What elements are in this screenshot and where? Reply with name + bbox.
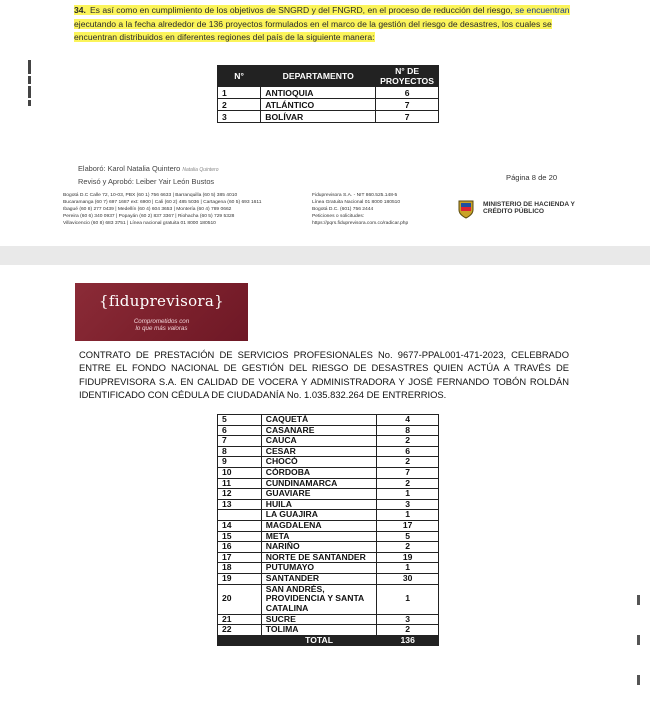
contact-line: Pereira (60 6) 340 0937 | Popayán (60 2) 837 3367 | Riohacha (60 5) 729 5328 — [63, 214, 235, 220]
elaboro-signature: Natalia Quintero — [182, 167, 219, 173]
contact-line: Bogotá D.C Calle 72, 10-03, PBX (60 1) 756 6633 | Barranquilla (60 5) 385 4010 — [63, 193, 238, 198]
row-department: NORTE DE SANTANDER — [261, 552, 377, 563]
row-number: 5 — [218, 415, 262, 426]
table-row — [218, 415, 439, 426]
row-count: 4 — [377, 415, 439, 426]
row-count: 1 — [377, 563, 439, 574]
projects-table-part2 — [217, 414, 439, 646]
row-department: CHOCÓ — [261, 457, 377, 468]
row-number: 16 — [218, 542, 262, 553]
row-count: 17 — [377, 520, 439, 531]
row-number: 20 — [218, 584, 262, 614]
row-department: TOLIMA — [261, 625, 377, 636]
table-row — [218, 625, 439, 636]
pqrs-link[interactable]: https://pqrs.fiduprevisora.com.co/radicar.php — [312, 221, 409, 227]
projects-table-part1 — [217, 65, 439, 123]
row-department: GUAVIARE — [261, 489, 377, 500]
row-count: 8 — [377, 425, 439, 436]
table-row — [218, 510, 439, 521]
table-row — [218, 563, 439, 574]
row-count: 2 — [377, 542, 439, 553]
row-count: 7 — [376, 99, 439, 111]
table-row — [218, 542, 439, 553]
row-count: 3 — [377, 614, 439, 625]
row-department: CASANARE — [261, 425, 377, 436]
ministry-line2: CRÉDITO PÚBLICO — [483, 208, 545, 216]
row-number: 2 — [218, 99, 261, 111]
header-projects: N° DE PROYECTOS — [376, 66, 439, 87]
total-value: 136 — [377, 635, 439, 646]
row-number: 19 — [218, 573, 262, 584]
row-department: ATLÁNTICO — [261, 99, 376, 111]
row-number — [218, 510, 262, 521]
row-number: 18 — [218, 563, 262, 574]
logo-tagline-1: Comprometidos con — [133, 318, 190, 325]
row-number: 3 — [218, 111, 261, 123]
ministry-logo — [456, 198, 606, 222]
row-count: 5 — [377, 531, 439, 542]
row-count: 2 — [377, 436, 439, 447]
row-count: 2 — [377, 625, 439, 636]
row-department: PUTUMAYO — [261, 563, 377, 574]
table-row — [218, 489, 439, 500]
paragraph-text-b: ejecutando a la fecha alrededor de 136 proyectos formulados en el marco de la gestión del riesgo de desastres, los cuales se encuentran distribuidos en diferentes regiones del país de la siguiente manera: — [74, 18, 552, 42]
row-number: 22 — [218, 625, 262, 636]
page-number: Página 8 de 20 — [506, 173, 558, 182]
table-row — [218, 614, 439, 625]
row-number: 21 — [218, 614, 262, 625]
row-count: 2 — [377, 457, 439, 468]
table-row — [218, 436, 439, 447]
scan-edge-marks — [637, 595, 645, 715]
ministry-line1: MINISTERIO DE HACIENDA Y — [483, 201, 575, 208]
row-count: 7 — [377, 467, 439, 478]
total-spacer — [218, 635, 262, 646]
row-department: HUILA — [261, 499, 377, 510]
contact-line: Bogotá D.C. (601) 756 2444 — [312, 207, 374, 213]
document-page-8 — [0, 0, 650, 246]
contact-line: Peticiones o solicitudes: — [312, 214, 365, 220]
row-department: META — [261, 531, 377, 542]
row-department: CAQUETÁ — [261, 415, 377, 426]
row-count: 19 — [377, 552, 439, 563]
contact-line: Línea Gratuita Nacional 01 8000 180510 — [312, 200, 401, 206]
side-stamp-icon — [28, 60, 38, 122]
table-row — [218, 99, 439, 111]
row-department: CÓRDOBA — [261, 467, 377, 478]
page-separator — [0, 246, 650, 265]
row-count: 7 — [376, 111, 439, 123]
paragraph-34 — [74, 4, 584, 45]
authorship-footer — [78, 163, 219, 187]
table-row — [218, 520, 439, 531]
table-row — [218, 552, 439, 563]
table-row — [218, 531, 439, 542]
row-department: MAGDALENA — [261, 520, 377, 531]
total-label: TOTAL — [261, 635, 377, 646]
row-number: 6 — [218, 425, 262, 436]
row-count: 1 — [377, 510, 439, 521]
coat-of-arms-icon — [456, 198, 476, 220]
row-number: 9 — [218, 457, 262, 468]
row-department: CUNDINAMARCA — [261, 478, 377, 489]
paragraph-link[interactable]: se encuentran — [515, 5, 570, 15]
row-number: 14 — [218, 520, 262, 531]
row-number: 7 — [218, 436, 262, 447]
table-row — [218, 584, 439, 614]
row-department: ANTIOQUIA — [261, 87, 376, 99]
table-header-row — [218, 66, 439, 87]
paragraph-text-a: Es así como en cumplimiento de los objetivos de SNGRD y del FNGRD, en el proceso de reducción del riesgo, — [89, 5, 513, 15]
table-row — [218, 573, 439, 584]
row-department: NARIÑO — [261, 542, 377, 553]
fiduprevisora-logo — [75, 283, 248, 341]
row-number: 15 — [218, 531, 262, 542]
logo-name: {fiduprevisora} — [99, 292, 224, 310]
row-number: 17 — [218, 552, 262, 563]
company-contacts — [312, 192, 452, 227]
header-department: DEPARTAMENTO — [261, 66, 376, 87]
row-count: 1 — [377, 584, 439, 614]
row-department: CESAR — [261, 446, 377, 457]
row-number: 8 — [218, 446, 262, 457]
table-row — [218, 467, 439, 478]
paragraph-number: 34. — [74, 5, 86, 15]
reviso-text: Revisó y Aprobó: Leiber Yair León Bustos — [78, 177, 215, 186]
row-count: 3 — [377, 499, 439, 510]
row-count: 6 — [376, 87, 439, 99]
row-number: 1 — [218, 87, 261, 99]
table-row — [218, 499, 439, 510]
table-row — [218, 446, 439, 457]
row-count: 30 — [377, 573, 439, 584]
header-number: N° — [218, 66, 261, 87]
logo-tagline-2: lo que más valoras — [135, 325, 188, 332]
table-row — [218, 457, 439, 468]
row-count: 2 — [377, 478, 439, 489]
contact-line: Bucaramanga (60 7) 697 1687 ext: 6900 | Cali (60 2) 485 5036 | Cartagena (60 5) 693 1611 — [63, 200, 262, 206]
row-number: 12 — [218, 489, 262, 500]
table-row — [218, 425, 439, 436]
table-row — [218, 111, 439, 123]
row-department: SANTANDER — [261, 573, 377, 584]
contact-line: Villavicencio (60 8) 683 3751 | Línea nacional gratuita 01 8000 180510 — [63, 221, 216, 227]
contact-line: Fiduprevisora S.A. - NIT 860.525.148-5 — [312, 193, 398, 198]
elaboro-text: Elaboró: Karol Natalia Quintero — [78, 164, 181, 173]
table-row — [218, 87, 439, 99]
row-number: 11 — [218, 478, 262, 489]
row-number: 13 — [218, 499, 262, 510]
office-contacts — [63, 192, 323, 227]
row-count: 6 — [377, 446, 439, 457]
row-department: LA GUAJIRA — [261, 510, 377, 521]
contact-line: Ibagué (60 8) 277 0439 | Medellín (60 4) 604 3653 | Montería (60 4) 789 0662 — [63, 207, 232, 213]
table-row — [218, 478, 439, 489]
row-department: BOLÍVAR — [261, 111, 376, 123]
total-row — [218, 635, 439, 646]
row-department: CAUCA — [261, 436, 377, 447]
row-department: SAN ANDRÉS, PROVIDENCIA Y SANTA CATALINA — [261, 584, 377, 614]
document-page-9 — [0, 265, 650, 727]
row-department: SUCRE — [261, 614, 377, 625]
contract-heading: CONTRATO DE PRESTACIÓN DE SERVICIOS PROFESIONALES No. 9677-PPAL001-471-2023, CELEBRADO ENTRE EL FONDO NACIONAL DE GESTIÓN DEL RIESGO DE DESASTRES QUIEN ACTÚA A TRAVÉS DE FIDUPREVISORA S.A. EN CALIDAD DE VOCERA Y ADMINISTRADORA Y JOSÉ FERNANDO TOBÓN ROLDÁN IDENTIFICADO CON CÉDULA DE CIUDADANÍA No. 1.035.832.264 DE ENTRERRIOS. — [79, 349, 569, 400]
row-count: 1 — [377, 489, 439, 500]
row-number: 10 — [218, 467, 262, 478]
